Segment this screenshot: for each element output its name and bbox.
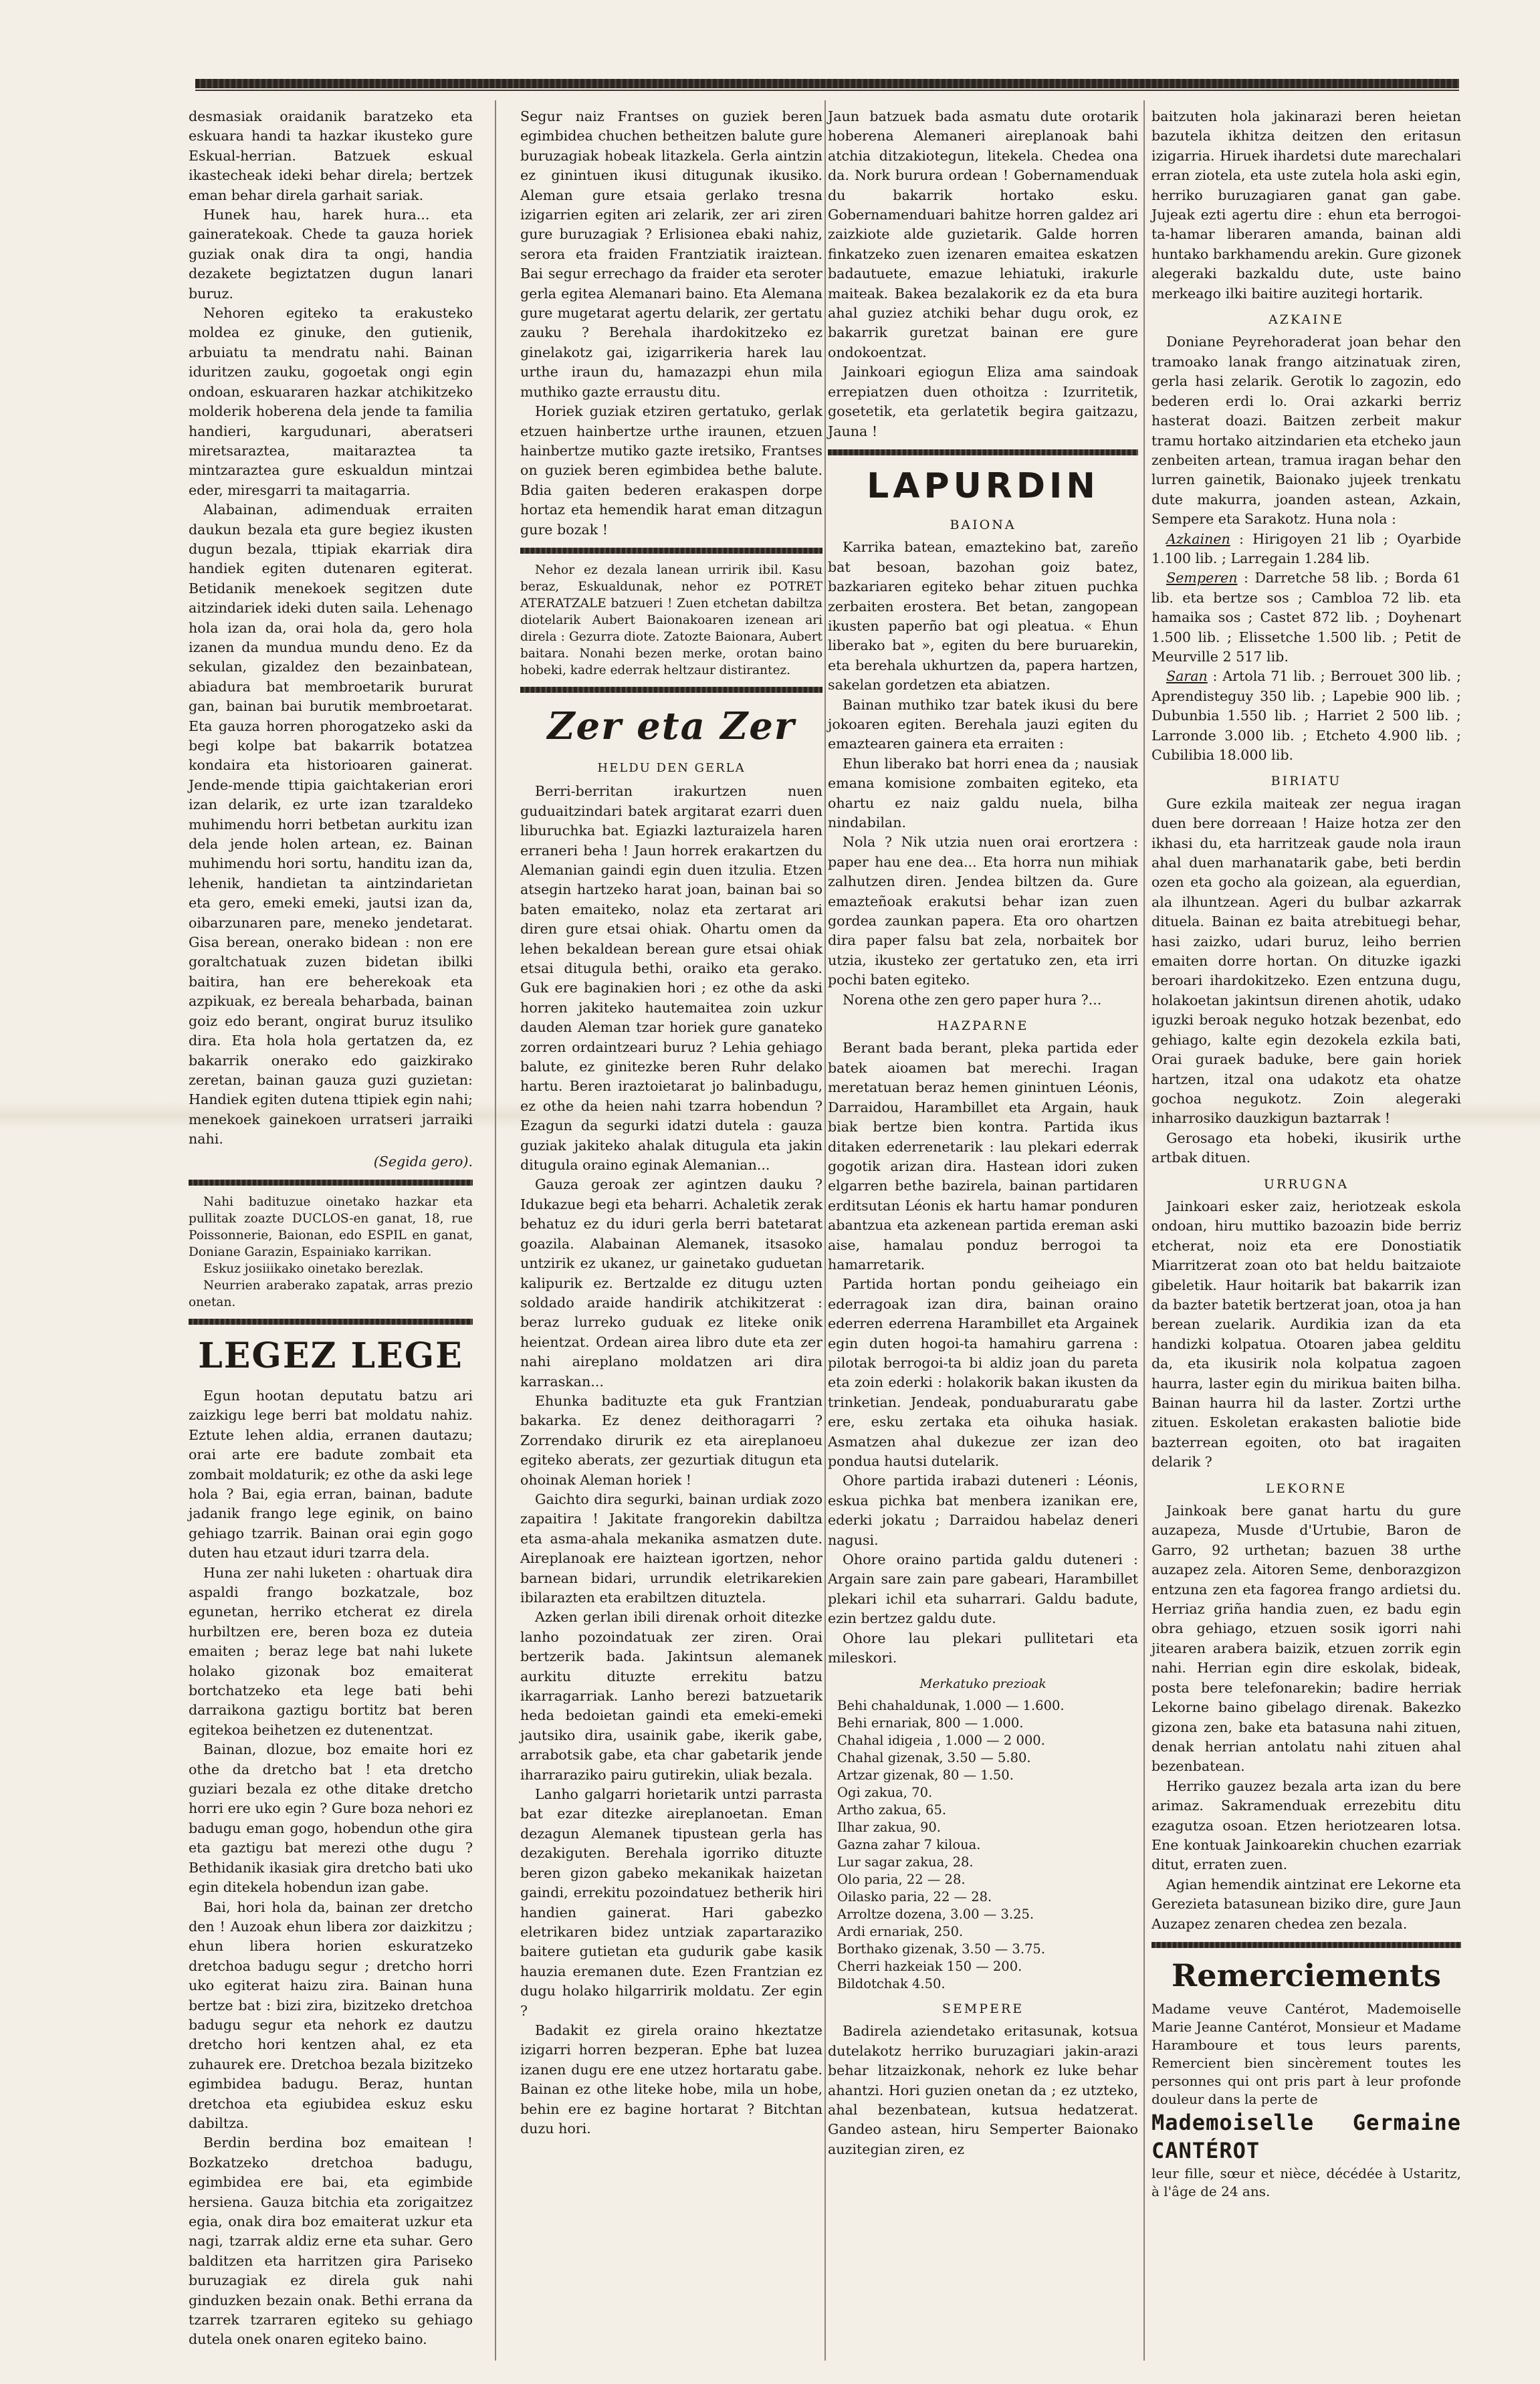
column-1 [189, 107, 473, 2350]
result-text: : Artola 71 lib. ; Berrouet 300 lib. ; Aprendisteguy 350 lib. ; Lapebie 900 lib. ; Dubunbia 1.550 lib. ; Harriet 2 500 lib. ; Larronde 3.000 lib. ; Etcheto 4.900 lib. ; Cubilibia 18.000 lib. [1151, 668, 1462, 763]
price-item: Olo paria, 22 — 28. [837, 1871, 966, 1887]
ad-text: Nehor ez dezala lanean urririk ibil. Kasu beraz, Eskualdunak, nehor ez POTRET ATERATZALE batzueri ! Zuen etchetan dabiltza diotelarik Aubert Baionakoaren izenean ari direla : Gezurra diote. Zatozte Baionara, Aubert baitara. Nonahi bezen merke, orotan baino hobeki, kadre ederrak heltzaur distirantez. [520, 562, 822, 677]
town-heading-urrugna: URRUGNA [1263, 1176, 1349, 1192]
paragraph: Egun hootan deputatu batzu ari zaizkigu lege berri bat moldatu nahiz. Eztute lehen aldia, erranen dautazu; orai arte ere badute zombait eta zombait moldaturik; ez othe da aski lege hola ? Bai, egia erran, bainan, badute jadanik frango lege eginik, on baino gehiago tzarrik. Bainan orai egin gogo duten hau etzaut iduri tzarra dela. [189, 1387, 473, 1561]
price-item: Artzar gizenak, 80 — 1.50. [837, 1767, 1014, 1783]
result-label: Azkainen [1166, 530, 1230, 547]
paragraph: Huna zer nahi luketen : ohartuak dira aspaldi frango bozkatzale, boz egunetan, herriko etcherat ez direla hurbiltzen ere, beren boza ez duteia emaiten ; beraz lege bat nahi lukete holako gizonak boz emaiterat bortchatzeko eta lege bati behi darraikona gaztigu bortitz bat beren egitekoa beihetzen ez dutenentzat. [189, 1564, 473, 1738]
result-text: : Hirigoyen 21 lib ; Oyarbide 1.100 lib. ; Larregain 1.284 lib. [1151, 530, 1462, 566]
paragraph: baitzuten hola jakinarazi beren heietan bazutela ikhitza deitzen den eritasun izigarria. Hiruek ihardetsi dute marechalari erran ziotela, eta uste zutela hola aski egin, herriko buruzagiaren ganat gan gabe. Jujeak ezti agertu dire : ehun eta berrogoi-ta-hamar liberaren amanda, bainan aldi huntako barkhamendu arekin. Gure gizonek alegeraki bazkaldu dute, uste baino merkeago ilki baitire auzitegi hortarik. [1151, 108, 1461, 302]
paragraph: Ehun liberako bat horri enea da ; nausiak emana komisione zombaiten egiteko, eta ohartu ez naiz galdu nuela, bilha nindabilan. [828, 755, 1138, 831]
result-label: Semperen [1166, 570, 1238, 586]
paragraph: Gure ezkila maiteak zer negua iragan duen bere dorreaan ! Haize hotza zer den ikhasi du, eta harritzeak gaude nola iraun ahal duen marhanatarik gabe, beti berdin ozen eta gocho ala goizean, ala eguerdian, ala ilhuntzean. Ageri du bulbar azkarrak dituela. Bainan ez baita atrebituegi behar, hasi zaizko, udari buruz, leiho berrien emaiten dorre hortan. On dituzke igazki beroari ihardokitzeko. Ezen entzuna dugu, holakoetan jakintsun direnen ahotik, udako iguzki beroak neguko hotzak bezenbat, edo gehiago, kalte egin dezokela ezkila bati, Orai guraek baduke, bere gain horiek hartzen, itzal ona udakotz eta ohatze gochoa negukotz. Zoin alegeraki inharrosiko dauzkigun baztarrak ! [1151, 795, 1461, 1127]
price-item: Ilhar zakua, 90. [837, 1819, 941, 1835]
price-item: Gazna zahar 7 kiloua. [837, 1836, 981, 1852]
paragraph: Hunek hau, harek hura... eta gaineratekoak. Chede ta gauza horiek guziak onak dira ta ongi, handia dezakete begiztatzen dugun lanari buruz. [189, 207, 473, 302]
signature-note: (Segida gero). [373, 1153, 473, 1170]
paragraph: Azken gerlan ibili direnak orhoit ditezke lanho pozoindatuak zer ziren. Orai bertzerik bada. Jakintsun alemanek aurkitu dituzte errekitu batzu ikarragarriak. Lanho berezi batzuetarik heda bedoietan gaindi eta emeki-emeki jautsiko dira, usainik gabe, ikerik gabe, arrabotsik gabe, eta char gabetarik jende iharraraziko pairu gutirekin, uliak bezala. [520, 1609, 822, 1783]
paragraph: Alabainan, adimenduak erraiten daukun bezala eta gure begiez ikusten dugun bezala, ttipiak ekarriak dira handiek egiten dutenaren egiterat. Betidanik menekoek segitzen dute aitzindariek ideki duten saila. Lehenago hola izan da, orai hola da, gero hola izanen da mundua mundu deno. Ez da sekulan, gizaldez den bezainbatean, abiadura bat membroetarik bururat gan, bainan bai burutik membroetarat. Eta gauza horren phorogatzeko aski da begi kolpe bat bakarrik botatzea kondaira eta historioaren gainerat. Jende-mende ttipia gaichtakerian erori izan delarik, ez urte izan tzaraldeko muhimendu horri betbetan aurkitu izan dela jende holen artean, ez. Bainan muhimendu hori sortu, handitu izan da, lehenik, handietan ta aintzindarietan eta gero, emeki emeki, jautsi izan da, oibarzunaren pare, meneko jendetarat. Gisa berean, onerako bidean : non ere goraltchatuak zuzen bidetan ibilki baitira, han ere beherekoak eta azpikuak, ez bereala beharbada, bainan goiz edo berant, ongirat buruz itsuliko dira. Eta hola hola gertatzen da, ez bakarrik onerako edo gaizkirako zeretan, bainan gauza guzi guzietan: Handiek egiten dutena ttipiek egin nahi; menekoek gainekoen urratseri jarraiki nahi. [189, 502, 473, 1148]
paragraph: Herriko gauzez bezala arta izan du bere arimaz. Sakramenduak errezebitu ditu ezagutza osoan. Etzen heriotzearen lotsa. Ene kontuak Jainkoarekin chuchen ezarriak ditut, erraten zuen. [1151, 1777, 1461, 1873]
price-item: Oilasko paria, 22 — 28. [837, 1888, 992, 1905]
price-item: Chahal gizenak, 3.50 — 5.80. [837, 1749, 1031, 1765]
paragraph: Jainkoak bere ganat hartu du gure auzapeza, Musde d'Urtubie, Baron de Garro, 92 urthetan; bazuen 38 urthe auzapez zela. Aitoren Seme, denborazgizon entzuna zen eta fagorea frango ardietsi du. Herriaz griña handia zuen, ez badu egin obra gehiago, etzuen sosik igorri nahi jitearen arabera baizik, etzuen zorrik egin nahi. Herrian egin dire eskolak, bideak, posta bere telefonarekin; badire herriak Lekorne baino gibelago direnak. Bakezko gizona zen, bake eta batasuna nahi zituen, denak herrian antolatu nahi zituen ahal bezenbatean. [1151, 1503, 1461, 1775]
paragraph: Bainan muthiko tzar batek ikusi du bere jokoaren egiten. Berehala jauzi egiten du emaztearen gainera eta erraiten : [828, 696, 1138, 752]
paragraph: Bai, hori hola da, bainan zer dretcho den ! Auzoak ehun libera zor daizkitzu ; ehun libera horien eskuratzeko dretchoa badugu segur ; dretcho horri uko egiterat haizu zira. Bainan huna bertze bat : bizi zira, bizitzeko dretchoa badugu segur eta nehork ez dautzu dretcho hori kentzen ahal, ez eta zuhaurek ere. Dretchoa bezala bizitzeko egimbidea badugu. Beraz, huntan dretchoa eta egiubidea eskuz esku dabiltza. [189, 1899, 473, 2131]
paragraph: Partida hortan pondu geiheiago ein ederragoak izan dira, bainan oraino ederren ederrena Harambillet eta Argainek egin duten hogoi-ta hamahiru garrena : pilotak berrogoi-ta bi aldiz joan du pareta eta zoin ederki : holakorik bakan ikusten da trinketian. Jendeak, ponduaburaratu gabe ere, esku zertaka eta oihuka hasiak. Asmatzen ahal dukezue zer izan deo pondua hautsi dutelarik. [828, 1276, 1138, 1469]
paragraph: Badirela aziendetako eritasunak, kotsua dutelakotz herriko buruzagiari jakin-arazi behar litzaizkonak, nehork ez luke behar ahantzi. Hori guzien onetan da ; ez utzteko, ahal bezenbatean, kutsua hedatzerat. Gandeo astean, hiru Semperter Baionako auzitegian ziren, ez [828, 2023, 1138, 2157]
paragraph: Doniane Peyrehoraderat joan behar den tramoako lanak frango aitzinatuak ziren, gerla hasi zelarik. Gerotik lo zagozin, edo bederen erdi lo. Orai azkarki berriz hasterat doazi. Baitzen zerbeit makur tramu hortako aitzindarien eta etcheko jaun zenbeiten artean, tramua iragan behar den lurren gainetik, Baionako jujeek trenkatu dute makurra, joanden astean, Azkain, Sempere eta Sarakotz. Huna nola : [1151, 334, 1461, 528]
paragraph: Berdin berdina boz emaitean ! Bozkatzeko dretchoa badugu, egimbidea ere bai, eta egimbide hersiena. Gauza bitchia eta zorigaitzez egia, onak dira boz emaiterat uzkur eta nagi, tzarrak aldiz erne eta suhar. Gero balditzen eta harritzen gira Pariseko buruzagiak ez direla guk nahi ginduzken bezain onak. Bethi errana da tzarrek tzarraren egiteko su gehiago dutela onek onaren egiteko baino. [189, 2135, 473, 2348]
price-item: Artho zakua, 65. [837, 1802, 947, 1818]
result-item [1151, 568, 1461, 667]
town-heading-hazparne: HAZPARNE [937, 1018, 1029, 1034]
price-item: Borthako gizenak, 3.50 — 3.75. [837, 1941, 1046, 1957]
remerciements-title: Remerciements [1172, 1957, 1441, 1993]
section-title-zer-eta-zer: Zer eta Zer [547, 703, 796, 748]
column-divider [495, 100, 496, 2361]
price-item: Behi ernariak, 800 — 1.000. [837, 1715, 1024, 1731]
paragraph: Berant bada berant, pleka partida eder batek aioamen bat merechi. Iragan meretatuan beraz hemen ginintuen Léonis, Darraidou, Harambillet eta Argain, hauk biak bertze bien kontra. Partida ikus ditaken ederrenetarik : lau plekari ederrak gogotik arizan dira. Hastean idori zuken elgarren bethe bazirela, bainan partidaren erditsutan Léonis ek hartu hamar ponduren abantzua eta azkenean partida ereman aski aise, hamalau ponduz berrogoi ta hamarretarik. [828, 1040, 1138, 1273]
paragraph: Norena othe zen gero paper hura ?... [843, 991, 1102, 1008]
section-rule [1151, 1942, 1461, 1948]
town-heading-sempere: SEMPERE [942, 2001, 1024, 2016]
column-3 [828, 107, 1138, 2159]
prices-title: Merkatuko prezioak [919, 1677, 1047, 1692]
result-item [1151, 667, 1461, 765]
paragraph: Horiek guziak etziren gertatuko, gerlak etzuen hainbertze urthe iraunen, etzuen hainbertze mutiko gazte iretsiko, Frantses on guziek beren egimbidea bethe balute. Bdia gaiten bederen erakaspen dorpe hortaz eta hemendik harat eman ditzagun gure bozak ! [520, 403, 822, 538]
paragraph: Berri-berritan irakurtzen nuen guduaitzindari batek argitarat ezarri duen liburuchka bat. Egiazki lazturaizela haren erraneri beha ! Jaun horrek erakartzen du Alemanian gaindi egin duen itzulia. Etzen atsegin hartzeko harat joan, bainan bai so baten emaiteko, nolaz eta zertarat ari diren gure etsai ohiak. Ohartu omen da lehen bekaldean berean gure etsai ohiak etsai ditugula bethi, oraiko eta gerako. Guk ere baginakien hori ; ez othe da aski horren jakiteko hautemaitea zoin uzkur dauden Aleman tzar horiek gure ganateko zorren ordaintzeari buruz ? Lehia gehiago balute, ez ginitezke beren Ruhr delako hartu. Beren iraztoietarat jo balinbadugu, ez othe da heien nahi tzarra hobendun ? Ezagun da segurki idatzi dutela : gauza guziak jakiteko ahalak ditugula eta jakin ditugula oraino eginak Alemanian... [520, 783, 822, 1174]
section-rule [520, 548, 822, 554]
column-divider [1143, 100, 1145, 2361]
ad-text: Neurrien araberako zapatak, arras prezio onetan. [189, 1278, 473, 1309]
paragraph: Bainan, dlozue, boz emaite hori ez othe da dretcho bat ! eta dretcho guziari bezala ez othe ditake dretcho horri ere uko egin ? Gure boza nehori ez badugu eman gogo, hobendun othe gira eta gaztigu bat merezi othe dugu ? Bethidanik ikasiak gira dretcho bati uko egin ditekela hobendun izan gabe. [189, 1741, 473, 1896]
top-rule [195, 79, 1459, 88]
column-divider [824, 100, 826, 2361]
paragraph: Jaun batzuek bada asmatu dute orotarik hoberena Alemaneri aireplanoak bahi atchia ditzakiotegun, litekela. Chedea ona da. Nork burura ordean ! Gobernamenduak du bakarrik hortako esku. Gobernamenduari bahitze horren galdez ari zaizkiote alde guzietarik. Galde horren finkatzeko zuen izenaren emaitea eskatzen badautuete, emazue lehiatuki, irakurle maiteak. Bakea bezalakorik ez da eta bura ahal guziez atchiki behar dugu orok, ez bakarrik guretzat bainan ere gure ondokoentzat. [828, 108, 1138, 360]
paragraph: Segur naiz Frantses on guziek beren egimbidea chuchen betheitzen balute gure buruzagiak hobeak litazkela. Gerla aintzin ez ginintuen ikusi ditugunak ikusiko. Aleman gure etsaia gerlako tresna izigarrien egiten ari zelarik, zer ari ziren gure buruzagiak ? Erlisionea ebaki nahiz, serora eta fraiden Frantziatik iraiztean. Bai segur errechago da fraider eta seroter gerla egitea Alemanari baino. Eta Alemana gure mugetarat agertu delarik, zer gertatu zauku ? Berehala ihardokitzeko ez ginelakotz gai, izigarrikeria harek lau urthe iraun du, hamazazpi ehun mila muthiko gazte erraustu ditu. [520, 108, 822, 400]
price-item: Ardi ernariak, 250. [837, 1923, 964, 1939]
result-label: Saran [1166, 668, 1208, 685]
paragraph: Badakit ez girela oraino hkeztatze izigarri horren bezperan. Ephe bat luzea izanen dugu ere ene utzez hortaratu gabe. Bainan ez othe liteke hobe, mila un hobe, behin ere ez bagine hortarat ? Bitchtan duzu hori. [520, 2022, 822, 2137]
paragraph: Gauza geroak zer agintzen dauku ? Idukazue begi eta beharri. Achaletik zerak behatuz ez du iduri gerla berri batetarat goazila. Alabainan Alemanek, itsasoko untzirik ez ukanez, ur gainetako guduetan kalipurik ez. Bertzalde ez ditugu uzten soldado araide handirik atchikitzerat : beraz lurreko guduak ez liteke onik heientzat. Ordean airea libro dute eta zer nahi aireplano moldatzen ari dira karraskan... [520, 1176, 822, 1390]
section-rule [189, 1319, 473, 1325]
paragraph: Gerosago eta hobeki, ikusirik urthe artbak dituen. [1151, 1129, 1461, 1166]
town-heading-lekorne: LEKORNE [1265, 1481, 1347, 1496]
results-list [1151, 530, 1461, 766]
price-item: Cherri hazkeiak 150 — 200. [837, 1958, 1022, 1974]
paragraph: Ohore partida irabazi duteneri : Léonis, eskua pichka bat menbera izanikan ere, ederki jokatu ; Darraidou habelaz deneri nagusi. [828, 1473, 1138, 1548]
price-item: Lur sagar zakua, 28. [837, 1854, 974, 1870]
ad-text: Eskuz josiiikako oinetako berezlak. [203, 1261, 424, 1276]
remerciements-name: Mademoiselle Germaine CANTÉROT [1151, 2109, 1461, 2163]
paragraph: Nehoren egiteko ta erakusteko moldea ez ginuke, den gutienik, arbuiatu ta mendratu nahi. Bainan iduritzen zauku, gogoetak ongi egin ondoan, eskuararen hazkar atchikitzeko molderik hoberena dela jende ta familia handieri, kargudunari, aberatseri miretsaraztea, maitaraztea ta mintzaraztea gure eskualdun mintzai eder, miresgarri ta maitagarria. [189, 305, 473, 498]
ad-text: Nahi badituzue oinetako hazkar eta pullitak zoazte DUCLOS-en ganat, 18, rue Poissonnerie, Baionan, edo ESPIL en ganat, Doniane Garazin, Espainiako karrikan. [189, 1194, 473, 1259]
paragraph: Lanho galgarri horietarik untzi parrasta bat ezar ditezke aireplanoetan. Eman dezagun Alemanek tipustean gerla has dezakiguten. Berehala igorriko dituzte beren gizon gabeko mekanikak haizetan gaindi, errekitu pozoindatuez betherik hiri handien gainerat. Hari gabezko eletrikaren bidez untziak zapartaraziko baitere gutietan eta gudurik gabe kasik hauzia eremanen dute. Ezen Frantzian ez dugu holako hilgarririk moldatu. Zer egin ? [520, 1786, 822, 2019]
town-heading-biriatu: BIRIATU [1271, 774, 1342, 789]
article-subtitle: HELDU DEN GERLA [597, 760, 746, 775]
section-title-legez-lege: LEGEZ LEGE [198, 1335, 463, 1376]
town-heading-baiona: BAIONA [950, 517, 1016, 532]
paragraph: Gaichto dira segurki, bainan urdiak zozo zapaitira ! Jakitate frangorekin dabiltza eta asma-ahala mekanika asmatzen dute. Aireplanoak ere haiztean igortzen, nehor barnean bidari, urrundik eletrikarekien ibilarazten eta erabiltzen dituztela. [520, 1491, 822, 1606]
section-rule [828, 449, 1138, 455]
price-item: Ogi zakua, 70. [837, 1784, 933, 1800]
town-heading-azkaine: AZKAINE [1268, 312, 1345, 328]
paragraph: desmasiak oraidanik baratzeko eta eskuara handi ta hazkar ikusteko gure Eskual-herrian. Batzuek eskual ikastecheak ideki behar direla; bertzek eman behar direla garhait sariak. [189, 108, 473, 203]
section-title-lapurdin: LAPURDIN [867, 465, 1099, 506]
price-list [828, 1697, 1138, 1993]
section-rule [520, 687, 822, 693]
paragraph: Ohore lau plekari pullitetari eta mileskori. [828, 1630, 1138, 1666]
remerciements-text: Madame veuve Cantérot, Mademoiselle Marie Jeanne Cantérot, Monsieur et Madame Haramboure et tous leurs parents, Remercient bien sincèrement toutes les personnes qui ont pris part à leur profonde douleur dans la perte de [1151, 2000, 1461, 2107]
paragraph: Agian hemendik aintzinat ere Lekorne eta Gerezieta batasunean biziko dire, gure Jaun Auzapez zenaren chedea zen bezala. [1151, 1876, 1461, 1932]
paragraph: Jainkoari egiogun Eliza ama saindoak errepiatzen duen othoitza : Izurritetik, gosetetik, eta gerlatetik begira gaitzazu, Jauna ! [828, 364, 1138, 439]
column-4 [1151, 107, 1461, 2201]
price-item: Bildotchak 4.50. [837, 1975, 946, 1991]
paragraph: Jainkoari esker zaiz, heriotzeak eskola ondoan, hiru muttiko bazoazin bide berriz etcherat, noiz eta ere Donostiatik Miarritzerat zoan oto bat heldu baitzaiote gibeletik. Haur hoitarik bat bakarrik izan da bazter batetik bertzerat joan, otoa ja han berean zuelarik. Aurdikia izan da eta handizki kolpatua. Otoaren jabea gelditu da, eta ikusirik nola kolpatua zagoen haurra, laster egin du mirikua baiten bilha. Bainan haurra hil da laster. Zortzi urthe zituen. Eskoletan erakasten baliotie bide bazterrean egoiten, oto bat iragaiten delarik ? [1151, 1198, 1461, 1471]
paragraph: Ehunka badituzte eta guk Frantzian bakarka. Ez denez deithoragarri ? Zorrendako dirurik ez eta aireplanoeu egiteko aberats, zer gezurtiak ditugun eta ohoinak Aleman horiek ! [520, 1392, 822, 1488]
column-2 [520, 107, 822, 2139]
top-rule-thin [195, 90, 1459, 91]
advertisement-aubert [520, 562, 822, 679]
paragraph: Ohore oraino partida galdu duteneri : Argain sare zain pare gabeari, Harambillet plekari ichil eta suharrari. Galdu badute, ezin bertzez galdu dute. [828, 1551, 1138, 1627]
price-item: Behi chahaldunak, 1.000 — 1.600. [837, 1697, 1065, 1713]
paragraph: Karrika batean, emaztekino bat, zareño bat besoan, bazohan goiz batez, bazkariaren egiteko behar zituen puchka zerbaiten erostera. Bet betan, zangopean ikusten paperño bat ogi pleatua. « Ehun liberako bat », egiten du bere buruarekin, eta berehala ukhurtzen da, papera hartzen, sakelan gordetzen eta abiatzen. [828, 539, 1138, 693]
advertisement-duclos [189, 1194, 473, 1311]
result-item [1151, 530, 1461, 569]
section-rule [189, 1180, 473, 1186]
remerciements-tail: leur fille, sœur et nièce, décédée à Ustaritz, à l'âge de 24 ans. [1151, 2165, 1461, 2199]
paragraph: Nola ? Nik utzia nuen orai erortzera : paper hau ene dea... Eta horra nun mihiak zalhutzen diren. Jendea biltzen da. Gure emazteñoak erakutsi behar izan zuen gordea zaunkan papera. Eta oro ohartzen dira paper falsu bat zela, norbaitek bor utzia, ikusteko zer gertatuko zen, eta irri pochi baten egiteko. [828, 834, 1138, 988]
price-item: Arroltze dozena, 3.00 — 3.25. [837, 1906, 1034, 1922]
price-item: Chahal idigeia , 1.000 — 2 000. [837, 1732, 1045, 1748]
result-text: : Darretche 58 lib. ; Borda 61 lib. eta bertze sos ; Cambloa 72 lib. eta hamaika sos ; Castet 872 lib. ; Doyhenart 1.500 lib. ; Elissetche 1.500 lib. ; Petit de Meurville 2 517 lib. [1151, 570, 1462, 665]
